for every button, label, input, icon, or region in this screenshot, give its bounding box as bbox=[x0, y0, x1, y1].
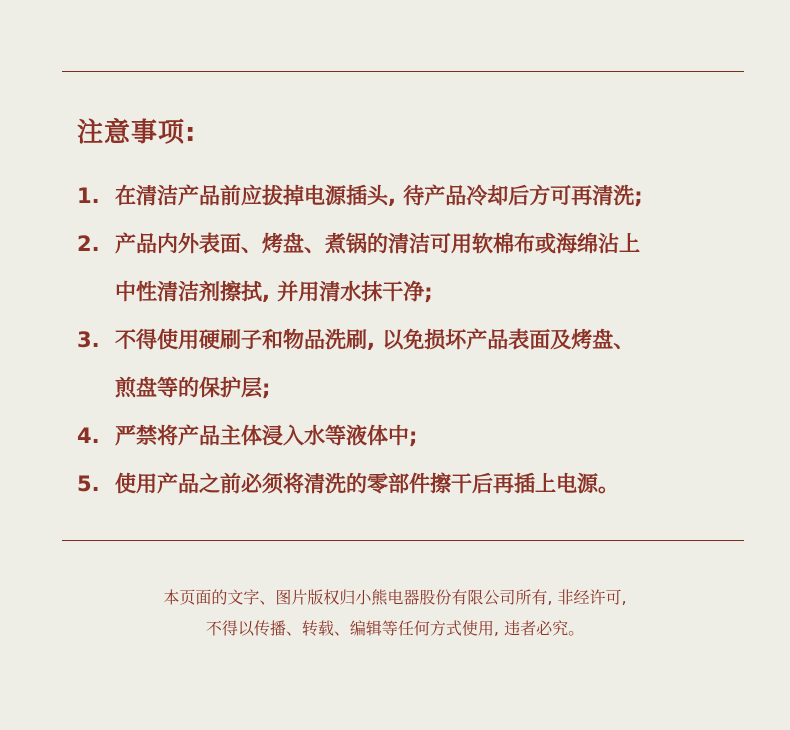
note-number: 4. bbox=[77, 424, 100, 448]
note-text-line: 产品内外表面、烤盘、煮锅的清洁可用软棉布或海绵沾上 bbox=[115, 232, 640, 256]
copyright-notice bbox=[0, 582, 790, 644]
note-item-4 bbox=[77, 412, 757, 460]
note-item-5 bbox=[77, 460, 757, 508]
note-number: 5. bbox=[77, 472, 100, 496]
note-text-line: 在清洁产品前应拔掉电源插头, 待产品冷却后方可再清洗; bbox=[115, 184, 643, 208]
note-item-1 bbox=[77, 172, 757, 220]
note-number: 3. bbox=[77, 328, 100, 352]
note-number: 2. bbox=[77, 232, 100, 256]
note-text-line: 不得使用硬刷子和物品洗刷, 以免损坏产品表面及烤盘、 bbox=[115, 328, 635, 352]
top-divider bbox=[62, 71, 744, 72]
notes-list bbox=[77, 172, 757, 508]
note-item-3 bbox=[77, 316, 757, 412]
note-item-2 bbox=[77, 220, 757, 316]
notes-heading: 注意事项: bbox=[77, 118, 197, 148]
note-text-line: 使用产品之前必须将清洗的零部件擦干后再插上电源。 bbox=[115, 472, 619, 496]
copyright-line-2: 不得以传播、转载、编辑等任何方式使用, 违者必究。 bbox=[205, 619, 585, 638]
copyright-line-1: 本页面的文字、图片版权归小熊电器股份有限公司所有, 非经许可, bbox=[163, 588, 627, 607]
note-text-line: 严禁将产品主体浸入水等液体中; bbox=[115, 424, 418, 448]
note-number: 1. bbox=[77, 184, 100, 208]
note-text-line: 煎盘等的保护层; bbox=[115, 376, 271, 400]
note-text-line: 中性清洁剂擦拭, 并用清水抹干净; bbox=[115, 280, 433, 304]
bottom-divider bbox=[62, 540, 744, 541]
